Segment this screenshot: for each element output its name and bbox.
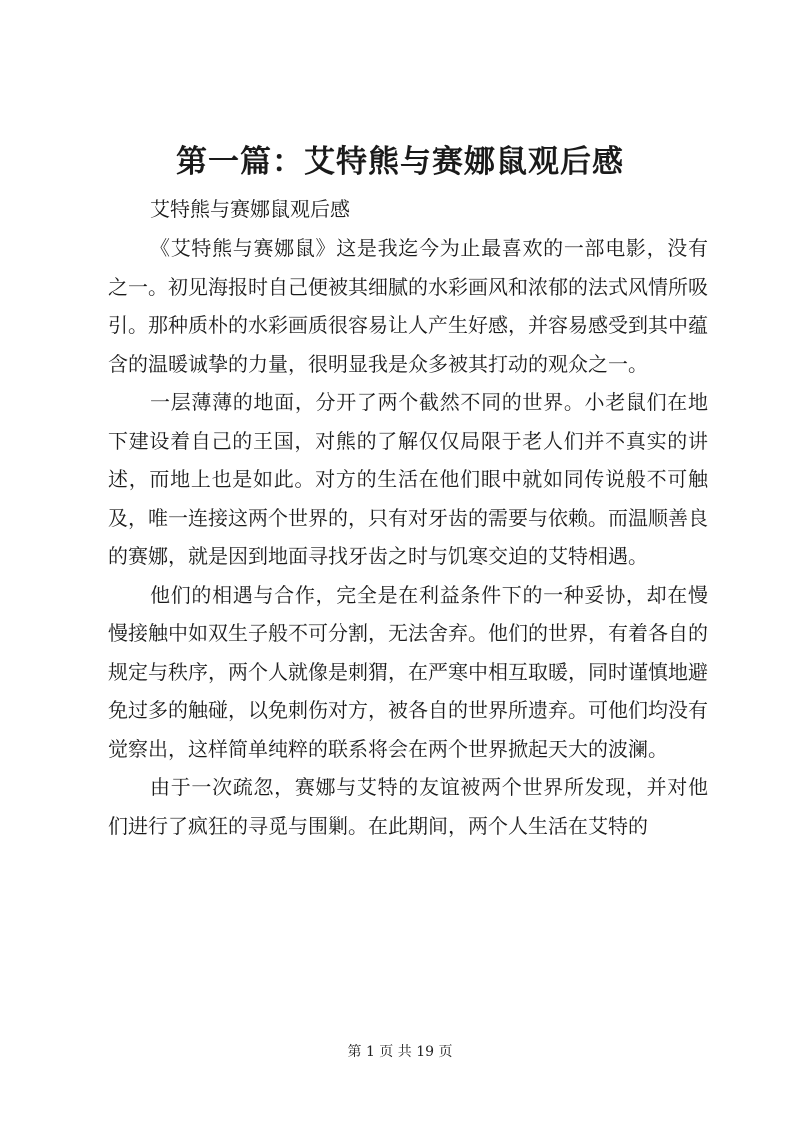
paragraph-4: 由于一次疏忽，赛娜与艾特的友谊被两个世界所发现，并对他们进行了疯狂的寻觅与围剿。在此期间，两个人生活在艾特的 — [108, 775, 708, 838]
page-number-footer: 第 1 页 共 19 页 — [347, 1044, 453, 1060]
paragraph-1: 《艾特熊与赛娜鼠》这是我迄今为止最喜欢的一部电影，没有之一。初见海报时自己便被其细腻的水彩画风和浓郁的法式风情所吸引。那种质朴的水彩画质很容易让人产生好感，并容易感受到其中蕴含的温暖诚挚的力量，很明显我是众多被其打动的观众之一。 — [108, 236, 708, 376]
page-title: 第一篇：艾特熊与赛娜鼠观后感 — [176, 144, 624, 180]
paragraph-3: 他们的相遇与合作，完全是在利益条件下的一种妥协，却在慢慢接触中如双生子般不可分割，无法舍弃。他们的世界，有着各自的规定与秩序，两个人就像是刺猬，在严寒中相互取暖，同时谨慎地避免过多的触碰，以免刺伤对方，被各自的世界所遗弃。可他们均没有觉察出，这样简单纯粹的联系将会在两个世界掀起天大的波澜。 — [108, 582, 708, 761]
body-text — [108, 229, 708, 845]
subtitle: 艾特熊与赛娜鼠观后感 — [150, 197, 350, 221]
paragraph-2: 一层薄薄的地面，分开了两个截然不同的世界。小老鼠们在地下建设着自己的王国，对熊的了解仅仅局限于老人们并不真实的讲述，而地上也是如此。对方的生活在他们眼中就如同传说般不可触及，唯一连接这两个世界的，只有对牙齿的需要与依赖。而温顺善良的赛娜，就是因到地面寻找牙齿之时与饥寒交迫的艾特相遇。 — [108, 390, 708, 568]
